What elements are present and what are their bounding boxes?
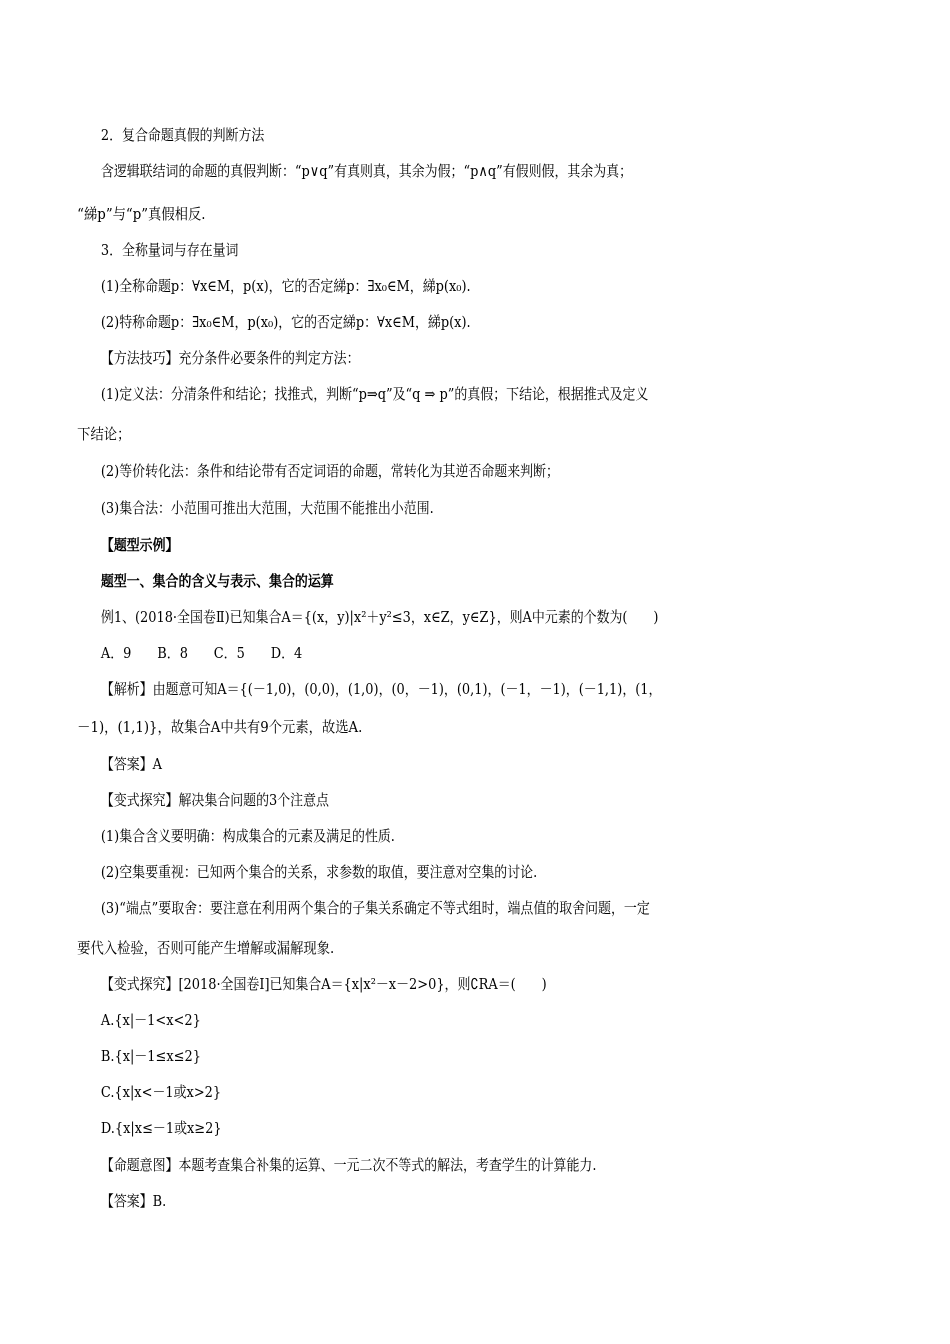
option-b: B.{x|－1≤x≤2} <box>100 1047 201 1065</box>
example-question: 例1、(2018·全国卷Ⅱ)已知集合A＝{(x，y)|x²＋y²≤3，x∈Z，y∈Z}，则A中元素的个数为( ) <box>100 608 659 626</box>
paragraph-line: (1)定义法：分清条件和结论；找推式，判断“p⇒q”及“q ⇒ p”的真假；下结论，根据推式及定义 <box>100 385 649 403</box>
variant-question: 【变式探究】[2018·全国卷Ⅰ]已知集合A＝{x|x²－x－2>0}，则∁RA＝( ) <box>100 975 547 993</box>
paragraph-line: (2)等价转化法：条件和结论带有否定词语的命题，常转化为其逆否命题来判断； <box>100 462 559 480</box>
method-tip-heading: 【方法技巧】充分条件必要条件的判定方法： <box>100 349 360 367</box>
paragraph-line: (2)特称命题p：∃x₀∈M，p(x₀)，它的否定綈p：∀x∈M，綈p(x). <box>100 313 471 331</box>
option-d: D.{x|x≤－1或x≥2} <box>100 1119 222 1137</box>
paragraph-line: “綈p”与“p”真假相反. <box>77 205 206 223</box>
section-heading-compound-proposition: 2．复合命题真假的判断方法 <box>100 126 265 144</box>
paragraph-line: 下结论； <box>77 425 131 443</box>
option-c: C.{x|x<－1或x>2} <box>100 1083 222 1101</box>
answer-options: A．9 B．8 C．5 D．4 <box>100 644 303 662</box>
paragraph-line: (3)集合法：小范围可推出大范围，大范围不能推出小范围. <box>100 499 434 517</box>
example-type-heading: 【题型示例】 <box>100 536 179 554</box>
option-a: A.{x|－1<x<2} <box>100 1011 201 1029</box>
solution-line: 【解析】由题意可知A＝{(－1,0)，(0,0)，(1,0)，(0，－1)，(0,1)，(－1，－1)，(－1,1)，(1， <box>100 680 662 698</box>
answer-line: 【答案】A <box>100 755 162 773</box>
problem-type-title: 题型一、集合的含义与表示、集合的运算 <box>100 572 334 590</box>
paragraph-line: 要代入检验，否则可能产生增解或漏解现象. <box>77 939 335 957</box>
answer-line: 【答案】B. <box>100 1192 167 1210</box>
paragraph-line: (1)集合含义要明确：构成集合的元素及满足的性质. <box>100 827 395 845</box>
solution-line: －1)，(1,1)}，故集合A中共有9个元素，故选A. <box>77 718 363 736</box>
paragraph-line: (1)全称命题p：∀x∈M，p(x)，它的否定綈p：∃x₀∈M，綈p(x₀). <box>100 277 471 295</box>
variant-heading: 【变式探究】解决集合问题的3个注意点 <box>100 791 329 809</box>
intent-line: 【命题意图】本题考查集合补集的运算、一元二次不等式的解法，考查学生的计算能力. <box>100 1156 597 1174</box>
section-heading-quantifiers: 3．全称量词与存在量词 <box>100 241 239 259</box>
paragraph-line: (2)空集要重视：已知两个集合的关系，求参数的取值，要注意对空集的讨论. <box>100 863 538 881</box>
paragraph-line: 含逻辑联结词的命题的真假判断：“p∨q”有真则真，其余为假；“p∧q”有假则假，其余为真； <box>100 162 633 180</box>
paragraph-line: (3)“端点”要取舍：要注意在利用两个集合的子集关系确定不等式组时，端点值的取舍问题，一定 <box>100 899 650 917</box>
